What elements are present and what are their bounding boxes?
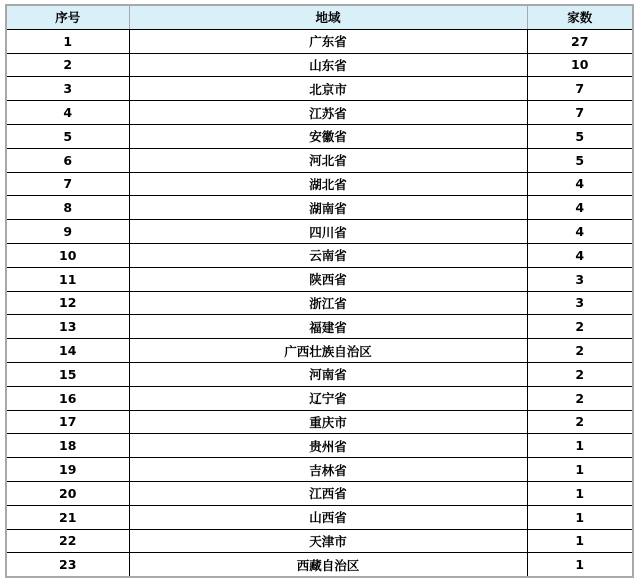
cell-region: 河南省	[129, 362, 527, 386]
table-row	[6, 196, 633, 220]
cell-region: 吉林省	[129, 458, 527, 482]
header-count: 家数	[527, 5, 633, 29]
cell-region: 河北省	[129, 148, 527, 172]
cell-count: 4	[527, 172, 633, 196]
cell-index: 18	[6, 434, 129, 458]
table-row	[6, 77, 633, 101]
table-row	[6, 243, 633, 267]
cell-region: 四川省	[129, 220, 527, 244]
cell-count: 2	[527, 410, 633, 434]
cell-index: 23	[6, 553, 129, 577]
cell-count: 7	[527, 101, 633, 125]
cell-count: 2	[527, 386, 633, 410]
cell-index: 6	[6, 148, 129, 172]
cell-region: 广西壮族自治区	[129, 339, 527, 363]
cell-count: 1	[527, 553, 633, 577]
table-row	[6, 434, 633, 458]
cell-region: 广东省	[129, 29, 527, 53]
table-row	[6, 386, 633, 410]
cell-count: 4	[527, 220, 633, 244]
table-header	[6, 5, 633, 29]
cell-region: 山西省	[129, 505, 527, 529]
cell-region: 贵州省	[129, 434, 527, 458]
cell-count: 2	[527, 362, 633, 386]
cell-count: 7	[527, 77, 633, 101]
table-body	[6, 29, 633, 577]
table-row	[6, 553, 633, 577]
cell-count: 1	[527, 481, 633, 505]
table-row	[6, 220, 633, 244]
cell-count: 4	[527, 196, 633, 220]
cell-index: 14	[6, 339, 129, 363]
table-row	[6, 458, 633, 482]
cell-region: 福建省	[129, 315, 527, 339]
table-row	[6, 481, 633, 505]
cell-index: 16	[6, 386, 129, 410]
cell-count: 3	[527, 267, 633, 291]
table-row	[6, 172, 633, 196]
cell-region: 江苏省	[129, 101, 527, 125]
region-count-table-container	[5, 4, 634, 578]
cell-index: 2	[6, 53, 129, 77]
table-row	[6, 53, 633, 77]
cell-count: 27	[527, 29, 633, 53]
cell-count: 10	[527, 53, 633, 77]
table-row	[6, 315, 633, 339]
cell-region: 山东省	[129, 53, 527, 77]
table-row	[6, 124, 633, 148]
cell-count: 2	[527, 315, 633, 339]
cell-index: 3	[6, 77, 129, 101]
cell-count: 2	[527, 339, 633, 363]
cell-index: 17	[6, 410, 129, 434]
cell-region: 浙江省	[129, 291, 527, 315]
cell-index: 13	[6, 315, 129, 339]
table-row	[6, 410, 633, 434]
cell-index: 22	[6, 529, 129, 553]
cell-index: 12	[6, 291, 129, 315]
cell-region: 陕西省	[129, 267, 527, 291]
header-region: 地域	[129, 5, 527, 29]
table-row	[6, 339, 633, 363]
cell-index: 5	[6, 124, 129, 148]
cell-count: 5	[527, 124, 633, 148]
table-row	[6, 267, 633, 291]
cell-region: 湖北省	[129, 172, 527, 196]
cell-index: 7	[6, 172, 129, 196]
header-index: 序号	[6, 5, 129, 29]
cell-region: 安徽省	[129, 124, 527, 148]
cell-region: 天津市	[129, 529, 527, 553]
cell-index: 1	[6, 29, 129, 53]
cell-region: 湖南省	[129, 196, 527, 220]
cell-index: 4	[6, 101, 129, 125]
table-row	[6, 291, 633, 315]
cell-region: 北京市	[129, 77, 527, 101]
cell-index: 21	[6, 505, 129, 529]
cell-index: 8	[6, 196, 129, 220]
cell-region: 重庆市	[129, 410, 527, 434]
cell-index: 19	[6, 458, 129, 482]
table-row	[6, 505, 633, 529]
cell-region: 云南省	[129, 243, 527, 267]
region-count-table	[5, 4, 634, 578]
table-row	[6, 362, 633, 386]
cell-count: 4	[527, 243, 633, 267]
cell-index: 20	[6, 481, 129, 505]
cell-count: 1	[527, 505, 633, 529]
table-row	[6, 101, 633, 125]
cell-region: 江西省	[129, 481, 527, 505]
cell-region: 西藏自治区	[129, 553, 527, 577]
cell-index: 15	[6, 362, 129, 386]
cell-count: 5	[527, 148, 633, 172]
cell-count: 1	[527, 458, 633, 482]
table-row	[6, 529, 633, 553]
table-row	[6, 148, 633, 172]
cell-index: 11	[6, 267, 129, 291]
cell-index: 9	[6, 220, 129, 244]
cell-count: 1	[527, 434, 633, 458]
cell-count: 1	[527, 529, 633, 553]
header-row	[6, 5, 633, 29]
table-row	[6, 29, 633, 53]
cell-region: 辽宁省	[129, 386, 527, 410]
cell-index: 10	[6, 243, 129, 267]
cell-count: 3	[527, 291, 633, 315]
